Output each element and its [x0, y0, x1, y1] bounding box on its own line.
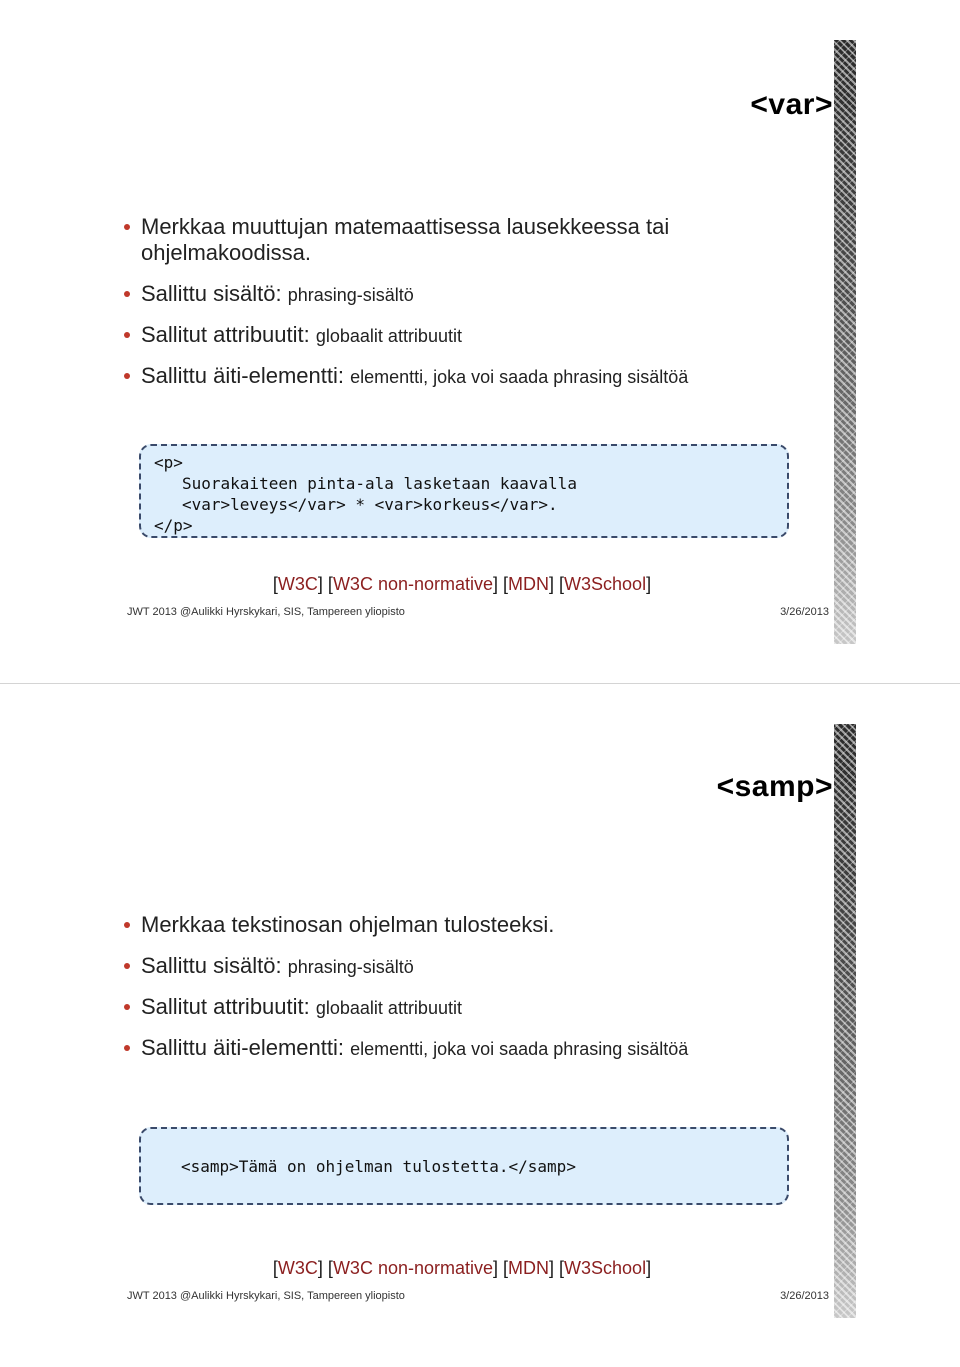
slide-title: <var>: [750, 88, 833, 121]
reference-links: [W3C] [W3C non-normative] [MDN] [W3School]: [272, 574, 652, 594]
bullet-main: Sallitut attribuutit:: [141, 322, 316, 347]
footer-date: 3/26/2013: [780, 1290, 829, 1302]
bullet-dot-icon: [124, 373, 130, 379]
reference-links: [W3C] [W3C non-normative] [MDN] [W3School]: [272, 1258, 652, 1278]
bullet-dot-icon: [124, 291, 130, 297]
bullet-detail: phrasing-sisältö: [287, 957, 414, 977]
bullet-item: [124, 953, 824, 980]
link-w3c-non-normative[interactable]: W3C non-normative: [332, 1258, 493, 1278]
code-example: [139, 1127, 789, 1205]
bullet-dot-icon: [124, 1045, 130, 1051]
bullet-item: [124, 214, 824, 267]
code-line: <p>: [154, 453, 183, 472]
bullet-main: Sallittu sisältö:: [141, 953, 288, 978]
bullet-dot-icon: [124, 963, 130, 969]
footer-date: 3/26/2013: [780, 606, 829, 618]
bullet-detail: elementti, joka voi saada phrasing sisältöä: [350, 1039, 689, 1059]
code-line: <samp>Tämä on ohjelman tulostetta.</samp>: [181, 1157, 576, 1176]
bullet-item: [124, 912, 824, 939]
bullet-dot-icon: [124, 224, 130, 230]
link-w3school[interactable]: W3School: [564, 1258, 647, 1278]
bullet-main: Sallittu äiti-elementti:: [141, 363, 351, 388]
bullet-item: [124, 1035, 824, 1062]
decorative-texture-bar: [834, 724, 856, 1318]
footer-credit: JWT 2013 @Aulikki Hyrskykari, SIS, Tampereen yliopisto: [127, 1290, 405, 1302]
decorative-texture-bar: [834, 40, 856, 644]
bullet-main: Sallitut attribuutit:: [141, 994, 316, 1019]
bullet-detail: globaalit attribuutit: [315, 326, 462, 346]
bullet-dot-icon: [124, 332, 130, 338]
bullet-detail: elementti, joka voi saada phrasing sisältöä: [350, 367, 689, 387]
bullet-item: [124, 281, 824, 308]
code-line: Suorakaiteen pinta-ala lasketaan kaavalla: [182, 474, 577, 493]
footer-credit: JWT 2013 @Aulikki Hyrskykari, SIS, Tampereen yliopisto: [127, 606, 405, 618]
code-line: </p>: [154, 516, 193, 535]
bullet-main: Merkkaa tekstinosan ohjelman tulosteeksi.: [141, 912, 555, 937]
slide-title: <samp>: [716, 770, 833, 803]
code-line: <var>leveys</var> * <var>korkeus</var>.: [182, 495, 558, 514]
link-mdn[interactable]: MDN: [508, 1258, 550, 1278]
bullet-item: [124, 994, 824, 1021]
slide-samp: [0, 683, 960, 1367]
bullet-main: Merkkaa muuttujan matemaattisessa lausekkeessa tai ohjelmakoodissa.: [141, 214, 670, 265]
bullet-detail: phrasing-sisältö: [287, 285, 414, 305]
bullet-detail: globaalit attribuutit: [315, 998, 462, 1018]
link-w3school[interactable]: W3School: [564, 574, 647, 594]
bullet-list: [124, 912, 824, 1076]
bullet-list: [124, 214, 824, 404]
bullet-main: Sallittu sisältö:: [141, 281, 288, 306]
slide-var: [0, 0, 960, 683]
link-w3c[interactable]: W3C: [277, 1258, 318, 1278]
link-mdn[interactable]: MDN: [508, 574, 550, 594]
bullet-dot-icon: [124, 1004, 130, 1010]
bullet-main: Sallittu äiti-elementti:: [141, 1035, 351, 1060]
bullet-dot-icon: [124, 922, 130, 928]
bullet-item: [124, 363, 824, 390]
bullet-item: [124, 322, 824, 349]
link-w3c[interactable]: W3C: [277, 574, 318, 594]
code-example: [139, 444, 789, 538]
link-w3c-non-normative[interactable]: W3C non-normative: [332, 574, 493, 594]
